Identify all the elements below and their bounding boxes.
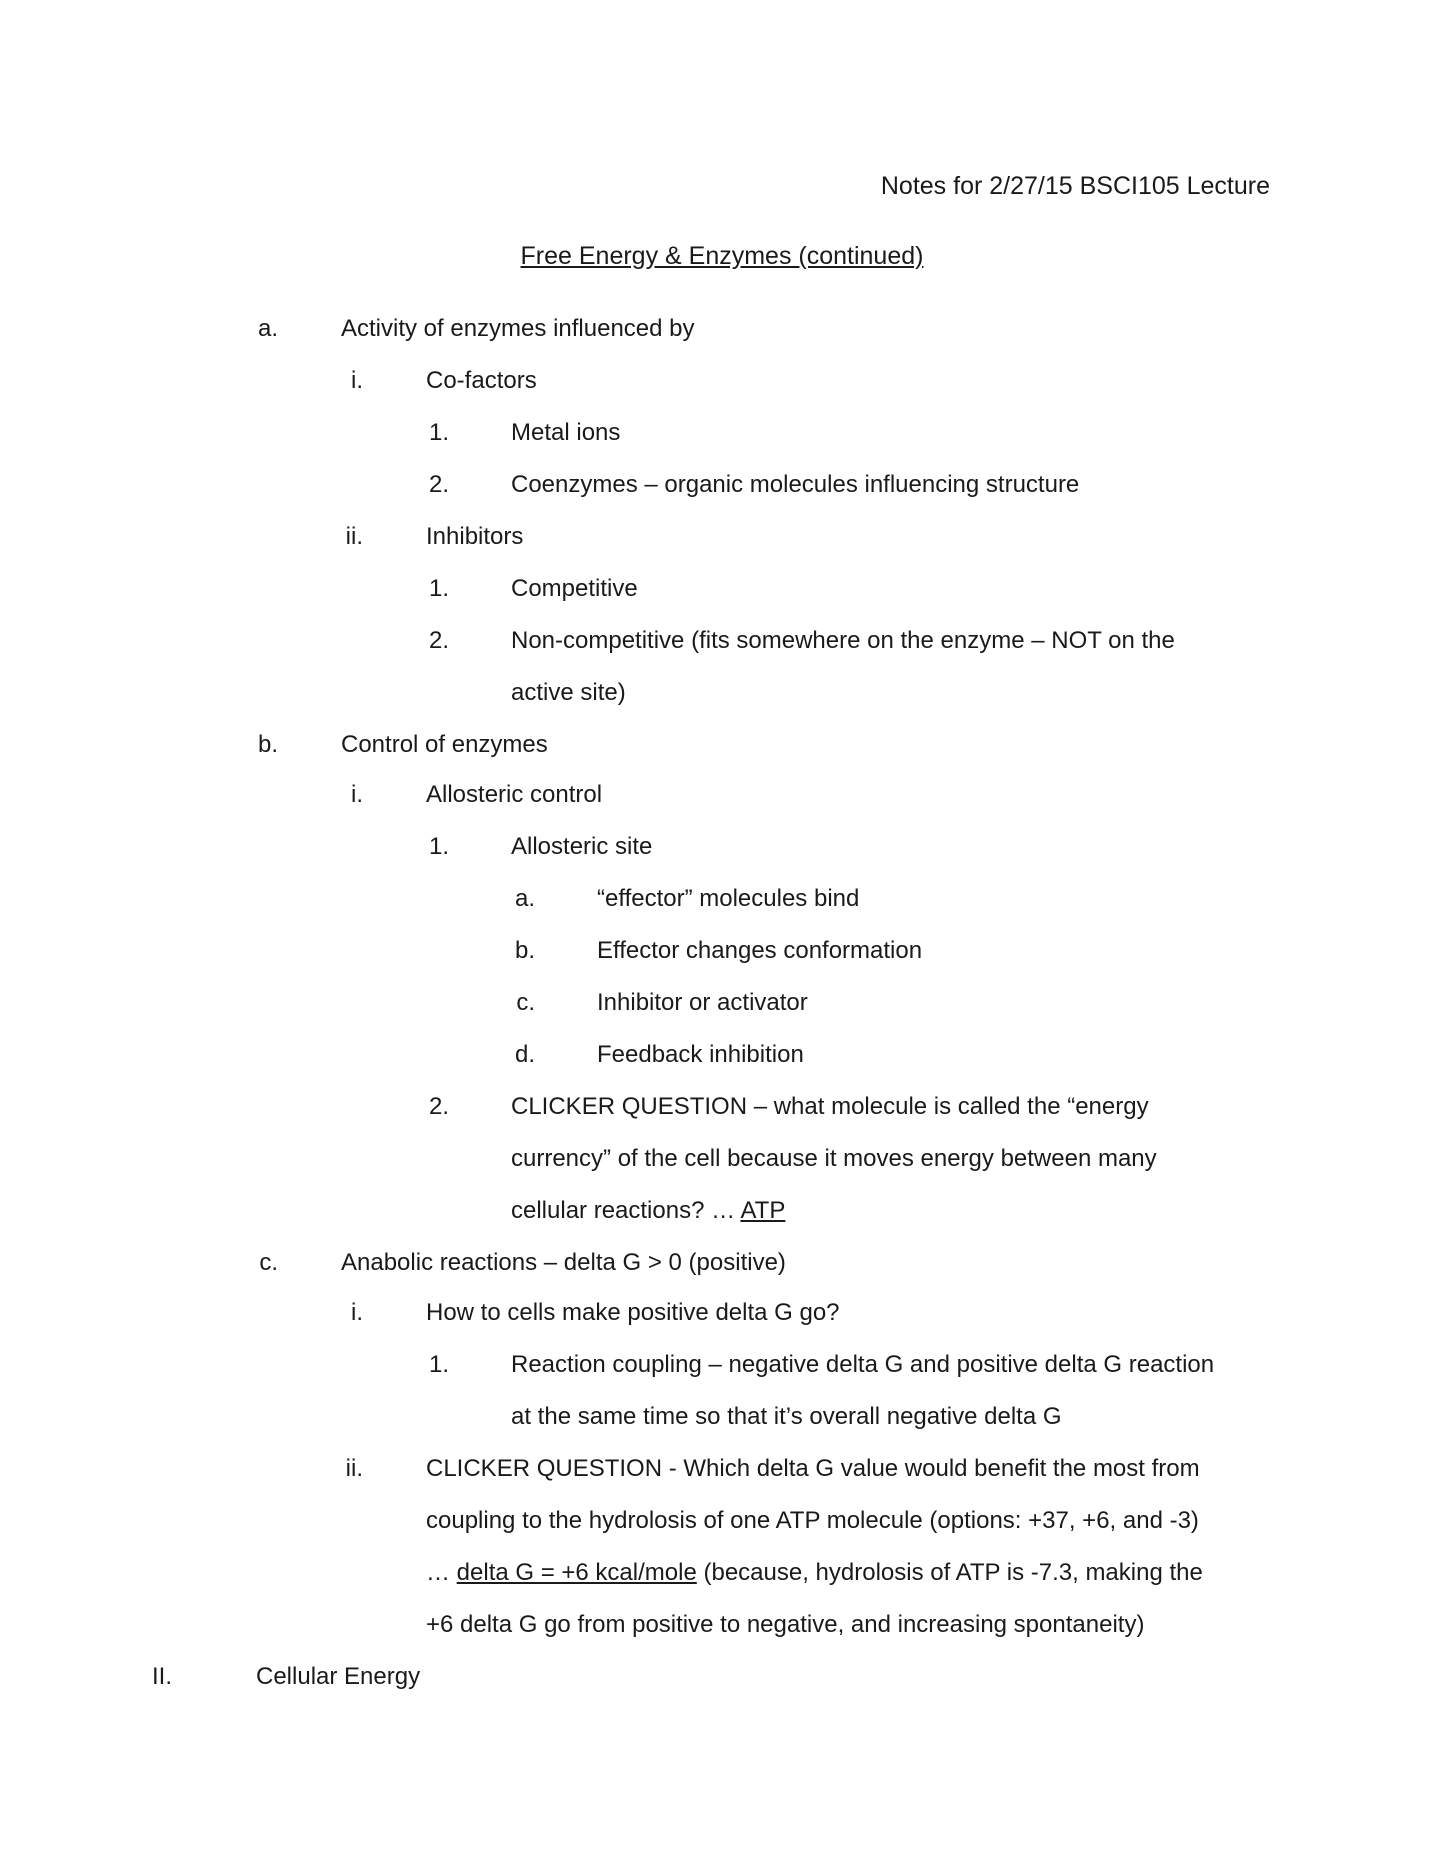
list-marker: 1.: [428, 833, 449, 860]
list-item-text-main: …: [426, 1559, 457, 1586]
list-item-text: [597, 931, 922, 971]
list-item-text-main: Non-competitive (fits somewhere on the enzyme – NOT on the: [511, 627, 1175, 654]
outline-line: [0, 465, 1456, 505]
outline-line: [0, 1657, 1456, 1697]
list-marker: 1.: [428, 575, 449, 602]
outline-line: [0, 931, 1456, 971]
list-item-text: [511, 465, 1079, 505]
list-marker: ii.: [345, 523, 363, 550]
list-item-text: [426, 1501, 1199, 1541]
list-item-text-main: cellular reactions? …: [511, 1197, 741, 1224]
list-item-text-main: Co-factors: [426, 367, 537, 394]
list-item-text-main: Feedback inhibition: [597, 1041, 804, 1068]
list-item-text-main: Inhibitor or activator: [597, 989, 808, 1016]
list-item-text: [256, 1657, 420, 1697]
list-marker: II.: [151, 1663, 172, 1690]
list-item-text: [511, 569, 638, 609]
list-item-text-main: How to cells make positive delta G go?: [426, 1299, 840, 1326]
list-item-text-main: Cellular Energy: [256, 1663, 421, 1690]
list-item-text-main: Metal ions: [511, 419, 621, 446]
list-marker: c.: [259, 1249, 278, 1276]
outline-line: [0, 879, 1456, 919]
list-item-text: [511, 1345, 1214, 1385]
list-marker: i.: [351, 781, 363, 808]
outline-line: [0, 517, 1456, 557]
list-item-text: [511, 413, 620, 453]
list-item-text: [341, 309, 695, 349]
list-item-text-main: Coenzymes – organic molecules influencing structure: [511, 471, 1080, 498]
section-title: [0, 242, 1456, 271]
list-marker: a.: [257, 315, 278, 342]
outline-line: [0, 725, 1456, 765]
outline-line: [0, 413, 1456, 453]
list-item-text-main: active site): [511, 679, 626, 706]
list-marker: ii.: [345, 1455, 363, 1482]
outline-line: [0, 1553, 1456, 1593]
list-marker: d.: [514, 1041, 535, 1068]
list-item-text-main: “effector” molecules bind: [597, 885, 860, 912]
outline-line: [0, 1243, 1456, 1283]
outline-line: [0, 673, 1456, 713]
outline-line: [0, 1605, 1456, 1645]
list-marker: i.: [351, 367, 363, 394]
list-item-text: [426, 775, 602, 815]
outline-line: [0, 1035, 1456, 1075]
outline-line: [0, 309, 1456, 349]
list-item-text-main: CLICKER QUESTION - Which delta G value would benefit the most from: [426, 1455, 1200, 1482]
outline-line: [0, 1501, 1456, 1541]
outline-line: [0, 1449, 1456, 1489]
section-title-text: Free Energy & Enzymes (continued): [520, 242, 924, 270]
list-item-text-main: coupling to the hydrolosis of one ATP molecule (options: +37, +6, and -3): [426, 1507, 1199, 1534]
outline-line: [0, 983, 1456, 1023]
outline-line: [0, 621, 1456, 661]
lecture-header: Notes for 2/27/15 BSCI105 Lecture: [880, 172, 1270, 200]
outline-line: [0, 1345, 1456, 1385]
outline-line: [0, 775, 1456, 815]
list-item-text: [511, 1397, 1062, 1437]
outline-line: [0, 1293, 1456, 1333]
list-item-text-after: (because, hydrolosis of ATP is -7.3, making the: [696, 1559, 1203, 1586]
outline-line: [0, 1397, 1456, 1437]
list-marker: 1.: [428, 1351, 449, 1378]
list-item-text-main: Reaction coupling – negative delta G and positive delta G reaction: [511, 1351, 1215, 1378]
list-item-text-main: Activity of enzymes influenced by: [341, 315, 695, 342]
answer-underlined: delta G = +6 kcal/mole: [456, 1559, 697, 1586]
list-item-text-main: Allosteric site: [511, 833, 653, 860]
list-marker: a.: [514, 885, 535, 912]
list-marker: 2.: [428, 1093, 449, 1120]
list-item-text: [511, 673, 626, 713]
list-item-text: [511, 1139, 1157, 1179]
outline-line: [0, 361, 1456, 401]
list-marker: 2.: [428, 471, 449, 498]
list-item-text-main: +6 delta G go from positive to negative, and increasing spontaneity): [426, 1611, 1145, 1638]
list-item-text-main: currency” of the cell because it moves energy between many: [511, 1145, 1157, 1172]
list-item-text-main: Competitive: [511, 575, 638, 602]
list-marker: b.: [257, 731, 278, 758]
list-item-text-main: Control of enzymes: [341, 731, 548, 758]
outline-line: [0, 827, 1456, 867]
list-marker: i.: [351, 1299, 363, 1326]
list-item-text: [341, 1243, 786, 1283]
list-item-text: [597, 879, 859, 919]
list-item-text: [426, 1293, 840, 1333]
list-item-text-main: at the same time so that it’s overall negative delta G: [511, 1403, 1062, 1430]
list-item-text-main: Inhibitors: [426, 523, 524, 550]
list-marker: 1.: [428, 419, 449, 446]
list-item-text: [426, 361, 537, 401]
list-marker: c.: [516, 989, 535, 1016]
list-item-text: [426, 517, 523, 557]
outline-line: [0, 1139, 1456, 1179]
list-item-text: [341, 725, 548, 765]
list-item-text: [511, 1191, 785, 1231]
list-item-text: [426, 1553, 1203, 1593]
list-item-text-main: Effector changes conformation: [597, 937, 923, 964]
list-item-text: [597, 983, 808, 1023]
list-item-text-main: Allosteric control: [426, 781, 603, 808]
outline-line: [0, 1087, 1456, 1127]
list-item-text: [426, 1605, 1144, 1645]
list-item-text: [511, 827, 652, 867]
list-marker: 2.: [428, 627, 449, 654]
list-marker: b.: [514, 937, 535, 964]
list-item-text: [597, 1035, 804, 1075]
answer-underlined: ATP: [740, 1197, 786, 1224]
list-item-text-main: CLICKER QUESTION – what molecule is called the “energy: [511, 1093, 1149, 1120]
list-item-text: [511, 1087, 1149, 1127]
outline-line: [0, 1191, 1456, 1231]
outline-line: [0, 569, 1456, 609]
list-item-text-main: Anabolic reactions – delta G > 0 (positive): [341, 1249, 786, 1276]
list-item-text: [511, 621, 1175, 661]
list-item-text: [426, 1449, 1200, 1489]
